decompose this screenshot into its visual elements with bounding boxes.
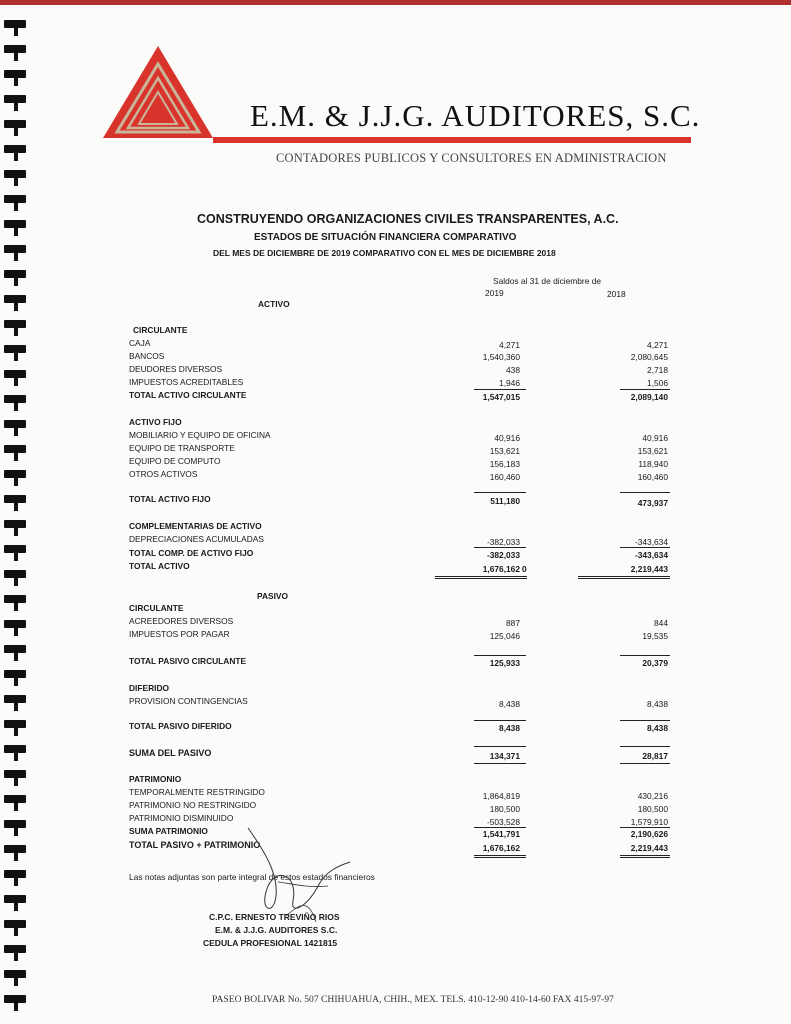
total-activo-2018: 2,219,443 [630, 564, 668, 574]
total-label: TOTAL PASIVO DIFERIDO [129, 721, 232, 731]
value-2018: 4,271 [647, 340, 668, 350]
value-2018: 19,535 [642, 631, 668, 641]
double-rule [435, 576, 527, 577]
binding-ring [4, 970, 26, 978]
double-rule [474, 855, 526, 856]
underline-rule [620, 763, 670, 764]
value-2018: 1,506 [647, 378, 668, 388]
value-2019: 1,864,819 [482, 791, 520, 801]
total-label: TOTAL ACTIVO CIRCULANTE [129, 390, 247, 400]
spiral-binding [0, 20, 30, 1020]
page-top-edge [0, 0, 791, 5]
row-label: IMPUESTOS POR PAGAR [129, 629, 230, 639]
row-label: DEPRECIACIONES ACUMULADAS [129, 534, 264, 544]
binding-ring [4, 620, 26, 628]
binding-ring [4, 945, 26, 953]
value-2018: 160,460 [637, 472, 668, 482]
binding-ring [4, 245, 26, 253]
suma-patrimonio-label: SUMA PATRIMONIO [129, 826, 208, 836]
binding-ring [4, 20, 26, 28]
value-2019: 153,621 [489, 446, 520, 456]
double-rule [578, 578, 670, 579]
signer-name: C.P.C. ERNESTO TREVIÑO RIOS [209, 912, 340, 922]
row-label: BANCOS [129, 351, 165, 361]
value-2019: 180,500 [489, 804, 520, 814]
value-2019: -382,033 [486, 537, 520, 547]
binding-ring [4, 920, 26, 928]
signer-license: CEDULA PROFESIONAL 1421815 [203, 938, 338, 948]
firm-name: E.M. & J.J.G. AUDITORES, S.C. [250, 98, 701, 133]
value-2019: 40,916 [494, 433, 520, 443]
complementarias-heading: COMPLEMENTARIAS DE ACTIVO [129, 521, 262, 531]
binding-ring [4, 995, 26, 1003]
value-2019: 125,046 [489, 631, 520, 641]
value-2018: 40,916 [642, 433, 668, 443]
subtotal-rule [620, 827, 670, 828]
subtotal-rule [620, 389, 670, 390]
binding-ring [4, 520, 26, 528]
value-2018: 8,438 [647, 699, 668, 709]
value-2019: 1,540,360 [482, 352, 520, 362]
value-2018: 430,216 [637, 791, 668, 801]
total-2018: 2,089,140 [630, 392, 668, 402]
row-label: TEMPORALMENTE RESTRINGIDO [129, 787, 265, 797]
subtotal-rule [474, 827, 526, 828]
statement-title: ESTADOS DE SITUACIÓN FINANCIERA COMPARATIVO [254, 232, 517, 243]
total-pasivo-patrimonio-label: TOTAL PASIVO + PATRIMONIO [129, 840, 261, 850]
total-activo-label: TOTAL ACTIVO [129, 561, 190, 571]
row-label: DEUDORES DIVERSOS [129, 364, 223, 374]
double-rule [620, 855, 670, 856]
total-2019: 511,180 [490, 496, 520, 506]
binding-ring [4, 645, 26, 653]
row-label: CAJA [129, 338, 151, 348]
subtotal-rule [620, 655, 670, 656]
binding-ring [4, 320, 26, 328]
signer-firm: E.M. & J.J.G. AUDITORES S.C. [215, 925, 338, 935]
binding-ring [4, 220, 26, 228]
binding-ring [4, 420, 26, 428]
total-2019: 1,547,015 [482, 392, 520, 402]
value-2019: 1,946 [499, 378, 520, 388]
row-label: OTROS ACTIVOS [129, 469, 198, 479]
subtotal-rule [474, 746, 526, 747]
row-label: EQUIPO DE TRANSPORTE [129, 443, 235, 453]
subtotal-rule [620, 720, 670, 721]
binding-ring [4, 595, 26, 603]
binding-ring [4, 795, 26, 803]
double-rule [474, 857, 526, 858]
value-2018: 180,500 [637, 804, 668, 814]
total-2019: 125,933 [489, 658, 520, 668]
value-2018: 118,940 [638, 459, 668, 469]
balances-header: Saldos al 31 de diciembre de [493, 276, 602, 286]
row-label: PATRIMONIO DISMINUIDO [129, 813, 234, 823]
statement-period: DEL MES DE DICIEMBRE DE 2019 COMPARATIVO CON EL MES DE DICIEMBRE 2018 [213, 248, 556, 258]
total-label: TOTAL PASIVO CIRCULANTE [129, 656, 247, 666]
circulante-heading: CIRCULANTE [133, 325, 188, 335]
row-label: ACREEDORES DIVERSOS [129, 616, 234, 626]
total-pasivo-patrimonio-2018: 2,219,443 [630, 843, 668, 853]
diferido-heading: DIFERIDO [129, 683, 170, 693]
binding-ring [4, 45, 26, 53]
double-rule [578, 576, 670, 577]
binding-ring [4, 895, 26, 903]
subtotal-rule [620, 746, 670, 747]
value-2019: 160,460 [489, 472, 520, 482]
subtotal-rule [474, 720, 526, 721]
total-activo-mark: 0 [522, 564, 527, 574]
row-label: MOBILIARIO Y EQUIPO DE OFICINA [129, 430, 271, 440]
suma-patrimonio-2018: 2,190,626 [630, 829, 668, 839]
binding-ring [4, 445, 26, 453]
total-pasivo-patrimonio-2019: 1,676,162 [482, 843, 520, 853]
binding-ring [4, 370, 26, 378]
double-rule [620, 857, 670, 858]
row-label: EQUIPO DE COMPUTO [129, 456, 221, 466]
value-2018: 2,080,645 [630, 352, 668, 362]
subtotal-rule [474, 547, 526, 548]
value-2019: 4,271 [499, 340, 520, 350]
value-2018: -343,634 [634, 537, 668, 547]
value-2018: 1,579,910 [630, 817, 668, 827]
notes-text: Las notas adjuntas son parte integral de estos estados financieros [129, 872, 375, 882]
value-2019: 438 [506, 365, 520, 375]
total-2018: 473,937 [637, 498, 668, 508]
binding-ring [4, 70, 26, 78]
activo-fijo-heading: ACTIVO FIJO [129, 417, 182, 427]
binding-ring [4, 470, 26, 478]
binding-ring [4, 820, 26, 828]
binding-ring [4, 720, 26, 728]
year-2019-header: 2019 [485, 288, 504, 298]
binding-ring [4, 845, 26, 853]
activo-heading: ACTIVO [258, 299, 290, 309]
total-2018: -343,634 [634, 550, 668, 560]
value-2018: 2,718 [647, 365, 668, 375]
value-2019: -503,528 [486, 817, 520, 827]
value-2019: 8,438 [499, 699, 520, 709]
value-2018: 153,621 [637, 446, 668, 456]
total-2019: 8,438 [499, 723, 520, 733]
total-2018: 8,438 [647, 723, 668, 733]
pasivo-heading: PASIVO [257, 591, 289, 601]
year-2018-header: 2018 [607, 289, 626, 299]
suma-pasivo-label: SUMA DEL PASIVO [129, 748, 212, 758]
binding-ring [4, 395, 26, 403]
binding-ring [4, 545, 26, 553]
patrimonio-heading: PATRIMONIO [129, 774, 182, 784]
binding-ring [4, 695, 26, 703]
total-label: TOTAL ACTIVO FIJO [129, 494, 211, 504]
total-activo-2019: 1,676,162 [482, 564, 520, 574]
subtotal-rule [474, 655, 526, 656]
subtotal-rule [474, 389, 526, 390]
firm-tagline: CONTADORES PUBLICOS Y CONSULTORES EN ADMINISTRACION [276, 151, 667, 165]
value-2018: 844 [654, 618, 668, 628]
binding-ring [4, 870, 26, 878]
subtotal-rule [474, 492, 526, 493]
firm-logo-icon [103, 44, 215, 140]
binding-ring [4, 295, 26, 303]
double-rule [435, 578, 527, 579]
subtotal-rule [620, 547, 670, 548]
pasivo-circulante-heading: CIRCULANTE [129, 603, 184, 613]
suma-pasivo-2019: 134,371 [489, 751, 520, 761]
binding-ring [4, 570, 26, 578]
footer-address: PASEO BOLIVAR No. 507 CHIHUAHUA, CHIH., MEX. TELS. 410-12-90 410-14-60 FAX 415-97-97 [212, 994, 614, 1005]
binding-ring [4, 95, 26, 103]
row-label: PROVISION CONTINGENCIAS [129, 696, 248, 706]
total-2018: 20,379 [642, 658, 668, 668]
value-2019: 156,183 [489, 459, 520, 469]
entity-name: CONSTRUYENDO ORGANIZACIONES CIVILES TRANSPARENTES, A.C. [197, 212, 619, 226]
total-label: TOTAL COMP. DE ACTIVO FIJO [129, 548, 254, 558]
binding-ring [4, 170, 26, 178]
row-label: PATRIMONIO NO RESTRINGIDO [129, 800, 257, 810]
binding-ring [4, 145, 26, 153]
binding-ring [4, 195, 26, 203]
total-2019: -382,033 [486, 550, 520, 560]
binding-ring [4, 670, 26, 678]
binding-ring [4, 270, 26, 278]
binding-ring [4, 770, 26, 778]
binding-ring [4, 745, 26, 753]
underline-rule [474, 763, 526, 764]
binding-ring [4, 345, 26, 353]
binding-ring [4, 120, 26, 128]
row-label: IMPUESTOS ACREDITABLES [129, 377, 244, 387]
value-2019: 887 [506, 618, 520, 628]
header-rule [213, 137, 691, 143]
subtotal-rule [620, 492, 670, 493]
suma-patrimonio-2019: 1,541,791 [482, 829, 520, 839]
suma-pasivo-2018: 28,817 [642, 751, 668, 761]
binding-ring [4, 495, 26, 503]
